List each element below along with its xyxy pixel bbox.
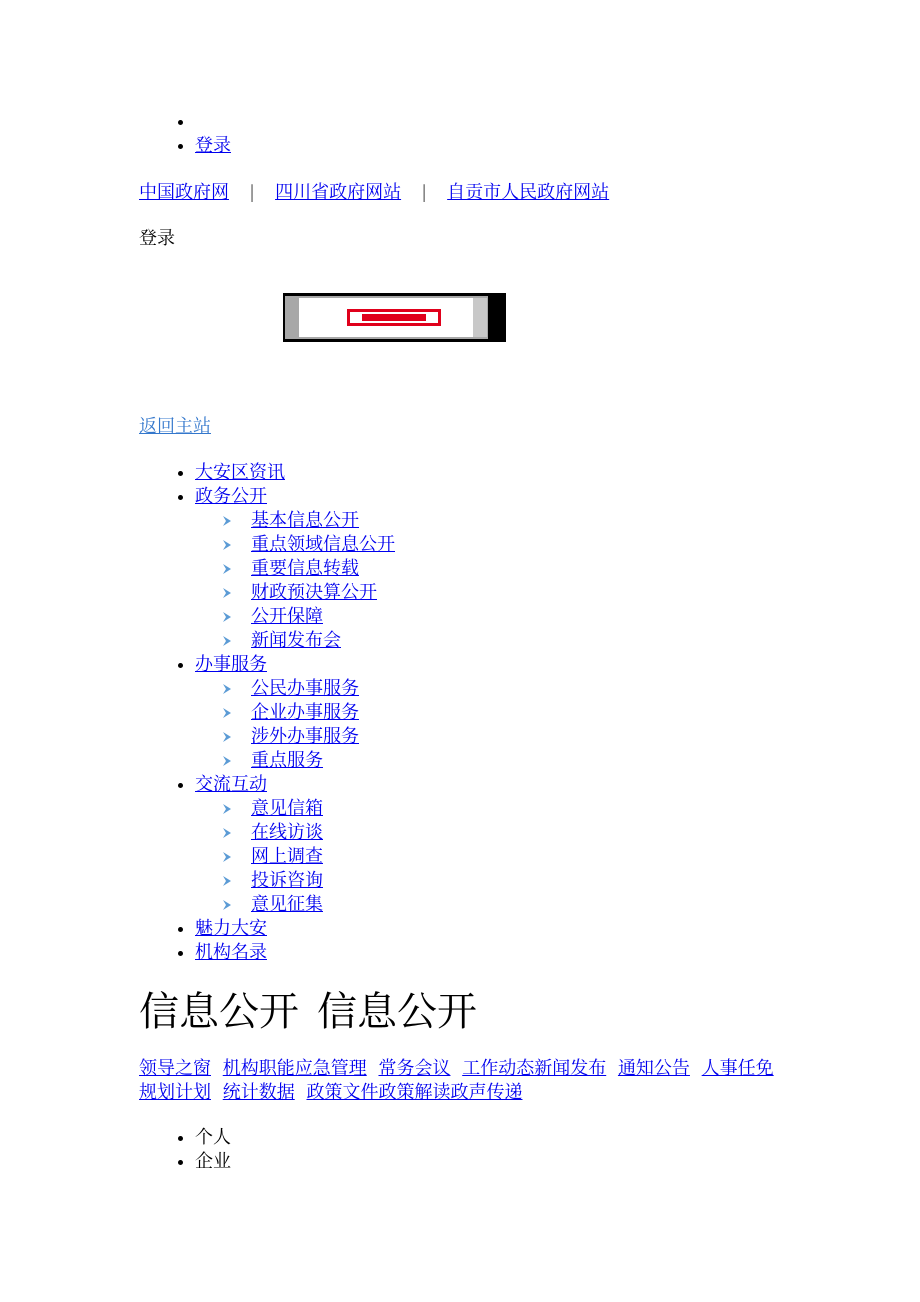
sub-nav-link[interactable]: 财政预决算公开 [251, 582, 377, 603]
chevron-right-icon [221, 731, 233, 743]
sub-nav-item [251, 677, 895, 701]
nav-item [195, 653, 895, 773]
nav-item-link[interactable]: 交流互动 [195, 774, 267, 795]
chevron-right-icon [221, 515, 233, 527]
category-links [139, 1057, 799, 1105]
site-emblem-image [283, 293, 506, 342]
top-menu-item-login [195, 134, 231, 158]
sub-nav-item [251, 533, 895, 557]
login-label: 登录 [139, 228, 175, 249]
chevron-right-icon [221, 755, 233, 767]
sub-nav-link[interactable]: 公开保障 [251, 606, 323, 627]
sub-nav-link[interactable]: 基本信息公开 [251, 510, 359, 531]
top-menu [139, 110, 231, 158]
sub-nav-link[interactable]: 新闻发布会 [251, 630, 341, 651]
chevron-right-icon [221, 539, 233, 551]
sub-nav-link[interactable]: 网上调查 [251, 846, 323, 867]
audience-item-personal: • 个人 [195, 1126, 231, 1150]
nav-item-link[interactable]: 机构名录 [195, 942, 267, 963]
sub-nav-link[interactable]: 在线访谈 [251, 822, 323, 843]
sub-nav-item [251, 581, 895, 605]
category-link[interactable]: 人事任免 [701, 1058, 774, 1079]
sub-nav-item [251, 725, 895, 749]
login-link[interactable]: 登录 [195, 135, 231, 156]
chevron-right-icon [221, 851, 233, 863]
nav-item-link[interactable]: 办事服务 [195, 654, 267, 675]
nav-item-link[interactable]: 政务公开 [195, 486, 267, 507]
chevron-right-icon [221, 611, 233, 623]
sub-nav-item [251, 797, 895, 821]
sub-nav-link[interactable]: 涉外办事服务 [251, 726, 359, 747]
category-link[interactable]: 常务会议 [378, 1058, 451, 1079]
category-link[interactable]: 机构职能应急管理 [222, 1058, 367, 1079]
portal-link-zigong-gov[interactable]: 自贡市人民政府网站 [447, 182, 610, 203]
category-link[interactable]: 通知公告 [617, 1058, 690, 1079]
sub-nav-link[interactable]: 重点服务 [251, 750, 323, 771]
sub-nav-link[interactable]: 公民办事服务 [251, 678, 359, 699]
main-navigation [139, 461, 895, 965]
chevron-right-icon [221, 875, 233, 887]
sub-nav-link[interactable]: 重要信息转载 [251, 558, 359, 579]
page-title-part: 信息公开 [139, 989, 299, 1035]
chevron-right-icon [221, 635, 233, 647]
chevron-right-icon [221, 683, 233, 695]
back-to-main-site-link[interactable]: 返回主站 [139, 416, 211, 437]
sub-nav-item [251, 869, 895, 893]
sub-nav-item [251, 749, 895, 773]
nav-item [195, 941, 895, 965]
portal-link-china-gov[interactable]: 中国政府网 [139, 182, 229, 203]
sub-nav-item [251, 845, 895, 869]
nav-item [195, 773, 895, 917]
sub-nav-link[interactable]: 重点领域信息公开 [251, 534, 395, 555]
chevron-right-icon [221, 899, 233, 911]
sub-navigation [195, 677, 895, 773]
nav-item [195, 917, 895, 941]
chevron-right-icon [221, 707, 233, 719]
portal-link-sichuan-gov[interactable]: 四川省政府网站 [275, 182, 402, 203]
sub-navigation [195, 797, 895, 917]
chevron-right-icon [221, 587, 233, 599]
nav-item [195, 485, 895, 653]
category-link[interactable]: 政策文件政策解读政声传递 [306, 1082, 523, 1103]
sub-nav-item [251, 701, 895, 725]
chevron-right-icon [221, 827, 233, 839]
page-title [139, 984, 477, 1040]
nav-item [195, 461, 895, 485]
top-menu-item-empty [195, 110, 231, 134]
sub-nav-item [251, 605, 895, 629]
sub-nav-item [251, 821, 895, 845]
chevron-right-icon [221, 563, 233, 575]
category-link[interactable]: 统计数据 [222, 1082, 295, 1103]
sub-nav-item [251, 629, 895, 653]
back-to-main-site [139, 415, 211, 439]
audience-list [139, 1126, 231, 1174]
audience-item-enterprise: • 企业 [195, 1150, 231, 1174]
sub-nav-link[interactable]: 投诉咨询 [251, 870, 323, 891]
sub-nav-link[interactable]: 企业办事服务 [251, 702, 359, 723]
page-title-part: 信息公开 [317, 989, 477, 1035]
sub-nav-item [251, 557, 895, 581]
sub-nav-link[interactable]: 意见征集 [251, 894, 323, 915]
portal-separator: | [421, 182, 428, 203]
category-link[interactable]: 规划计划 [139, 1082, 211, 1103]
sub-nav-link[interactable]: 意见信箱 [251, 798, 323, 819]
portal-separator: | [249, 182, 256, 203]
portal-links [139, 181, 609, 205]
nav-item-link[interactable]: 大安区资讯 [195, 462, 285, 483]
sub-nav-item [251, 893, 895, 917]
sub-navigation [195, 509, 895, 653]
sub-nav-item [251, 509, 895, 533]
chevron-right-icon [221, 803, 233, 815]
category-link[interactable]: 领导之窗 [139, 1058, 211, 1079]
category-link[interactable]: 工作动态新闻发布 [462, 1058, 607, 1079]
nav-item-link[interactable]: 魅力大安 [195, 918, 267, 939]
